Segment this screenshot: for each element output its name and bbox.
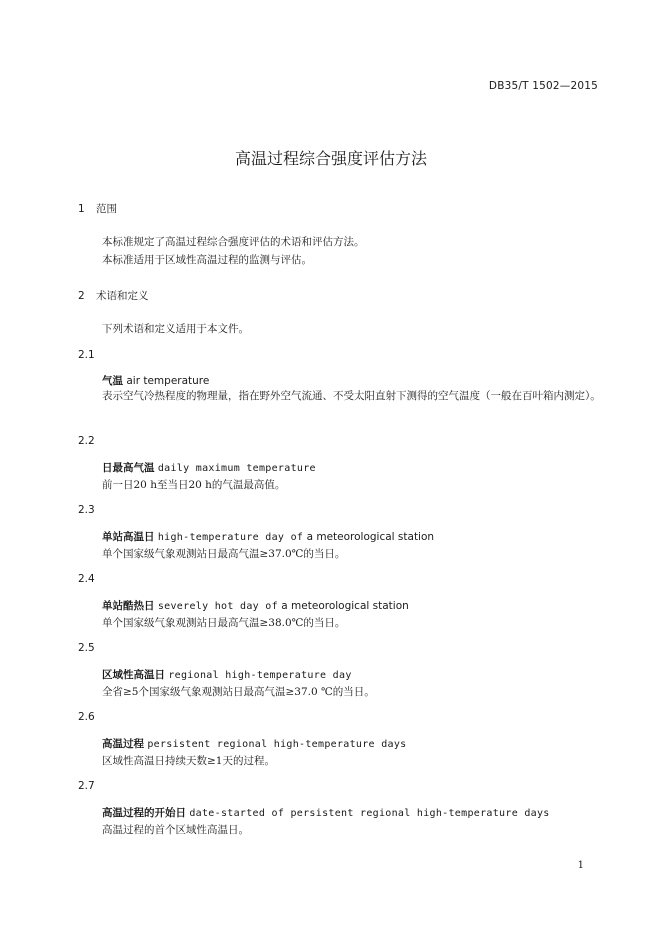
term-heading — [102, 460, 316, 475]
section-2-heading — [78, 288, 149, 303]
term-cn: 高温过程的开始日 — [102, 807, 186, 819]
term-cn: 区域性高温日 — [102, 669, 165, 681]
term-cn: 单站高温日 — [102, 531, 155, 543]
term-definition: 表示空气冷热程度的物理量，指在野外空气流通、不受太阳直射下测得的空气温度（一般在百叶箱内测定）。 — [102, 390, 601, 402]
section-title: 范围 — [96, 203, 117, 215]
term-en-cont: a meteorological station — [281, 600, 409, 612]
term-en: severely hot day of — [157, 601, 278, 612]
term-definition: 高温过程的首个区域性高温日。 — [102, 824, 249, 836]
term-cn: 日最高气温 — [102, 462, 155, 474]
section-1-heading — [78, 201, 117, 216]
section-number: 2 — [78, 290, 85, 302]
clause-number: 2.3 — [78, 504, 95, 516]
paragraph: 下列术语和定义适用于本文件。 — [102, 323, 249, 335]
term-heading — [102, 667, 352, 682]
clause-number: 2.7 — [78, 780, 95, 792]
section-title: 术语和定义 — [96, 290, 149, 302]
term-definition: 前一日20 h至当日20 h的气温最高值。 — [102, 479, 286, 491]
term-definition: 单个国家级气象观测站日最高气温≥37.0℃的当日。 — [102, 548, 346, 560]
section-number: 1 — [78, 203, 85, 215]
term-heading — [102, 736, 406, 751]
term-en: date-started of persistent regional high-temperature days — [189, 808, 550, 819]
term-cn: 气温 — [102, 375, 123, 387]
clause-number: 2.1 — [78, 349, 95, 361]
term-definition: 全省≥5个国家级气象观测站日最高气温≥37.0 ℃的当日。 — [102, 686, 375, 698]
document-title: 高温过程综合强度评估方法 — [234, 149, 427, 168]
term-heading — [102, 598, 409, 613]
page-number: 1 — [577, 860, 584, 871]
term-en-cont: a meteorological station — [306, 531, 435, 543]
term-definition: 区域性高温日持续天数≥1天的过程。 — [102, 755, 275, 767]
clause-number: 2.2 — [78, 435, 95, 447]
term-definition: 单个国家级气象观测站日最高气温≥38.0℃的当日。 — [102, 617, 346, 629]
clause-number: 2.4 — [78, 573, 95, 585]
term-cn: 高温过程 — [102, 738, 144, 750]
term-en: daily maximum temperature — [157, 463, 316, 474]
term-en: air temperature — [126, 375, 210, 387]
term-heading — [102, 529, 434, 544]
term-heading — [102, 805, 550, 820]
term-en: high-temperature day of — [157, 532, 304, 543]
clause-number: 2.6 — [78, 711, 95, 723]
term-en: regional high-temperature day — [168, 670, 352, 681]
term-heading — [102, 373, 209, 388]
term-en: persistent regional high-temperature days — [147, 739, 407, 750]
clause-number: 2.5 — [78, 642, 95, 654]
paragraph: 本标准适用于区域性高温过程的监测与评估。 — [102, 254, 312, 266]
term-cn: 单站酷热日 — [102, 600, 155, 612]
paragraph: 本标准规定了高温过程综合强度评估的术语和评估方法。 — [102, 236, 365, 248]
standard-number: DB35/T 1502—2015 — [488, 80, 598, 92]
